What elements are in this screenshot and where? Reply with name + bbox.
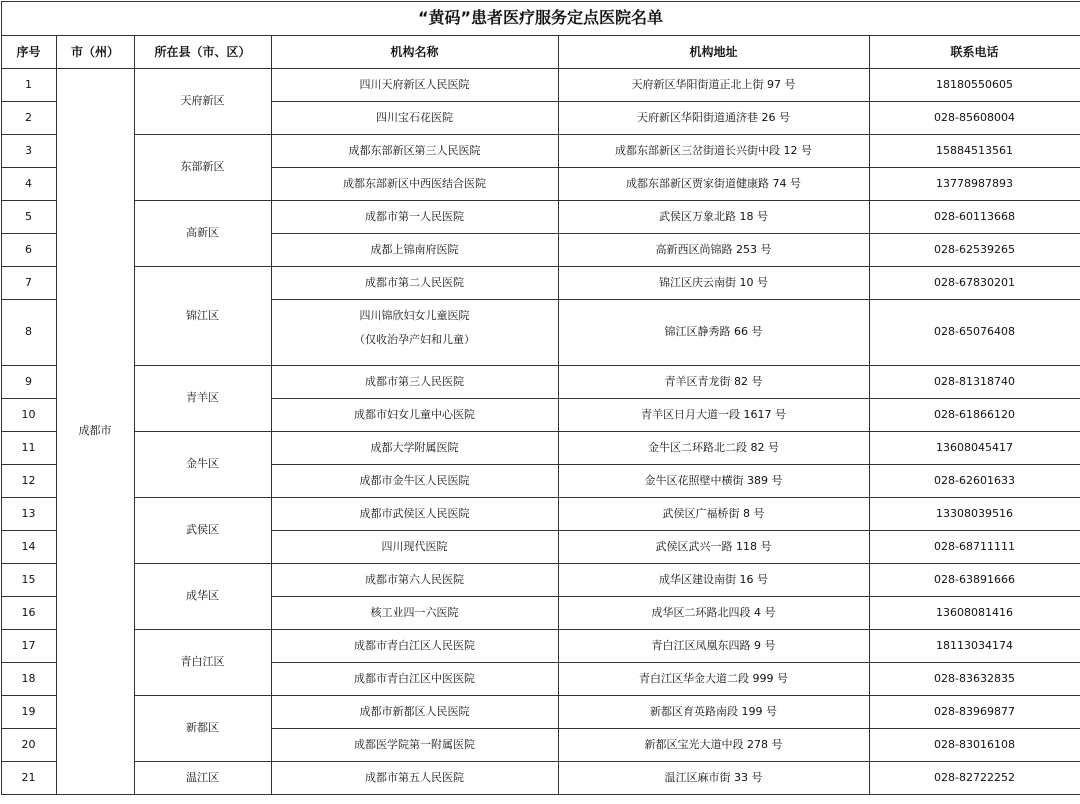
- phone-number: 028-63891666: [869, 563, 1080, 596]
- row-number: 14: [1, 530, 56, 563]
- institution-name: 成都上锦南府医院: [271, 233, 558, 266]
- phone-number: 13308039516: [869, 497, 1080, 530]
- table-row: [1, 629, 1080, 662]
- row-number: 7: [1, 266, 56, 299]
- institution-name: 成都东部新区中西医结合医院: [271, 167, 558, 200]
- institution-name: 成都市第二人民医院: [271, 266, 558, 299]
- table-row: [1, 365, 1080, 398]
- phone-number: 028-83016108: [869, 728, 1080, 761]
- institution-name: 成都市第五人民医院: [271, 761, 558, 794]
- district-cell: 青白江区: [134, 629, 271, 695]
- institution-name: 成都市妇女儿童中心医院: [271, 398, 558, 431]
- institution-address: 青白江区华金大道二段 999 号: [558, 662, 869, 695]
- row-number: 8: [1, 299, 56, 365]
- row-number: 16: [1, 596, 56, 629]
- institution-address: 青白江区凤凰东四路 9 号: [558, 629, 869, 662]
- row-number: 18: [1, 662, 56, 695]
- district-cell: 金牛区: [134, 431, 271, 497]
- table-row: [1, 431, 1080, 464]
- institution-name: 四川现代医院: [271, 530, 558, 563]
- phone-number: 028-61866120: [869, 398, 1080, 431]
- table-row: [1, 134, 1080, 167]
- row-number: 12: [1, 464, 56, 497]
- table-row: [1, 497, 1080, 530]
- header-row: [1, 35, 1080, 68]
- institution-address: 温江区麻市街 33 号: [558, 761, 869, 794]
- institution-name: 成都市青白江区中医医院: [271, 662, 558, 695]
- institution-name: 成都市第六人民医院: [271, 563, 558, 596]
- col-header-address: 机构地址: [558, 35, 869, 68]
- institution-name: 四川天府新区人民医院: [271, 68, 558, 101]
- row-number: 1: [1, 68, 56, 101]
- institution-address: 天府新区华阳街道正北上街 97 号: [558, 68, 869, 101]
- row-number: 13: [1, 497, 56, 530]
- phone-number: 18180550605: [869, 68, 1080, 101]
- district-cell: 锦江区: [134, 266, 271, 365]
- institution-address: 青羊区青龙街 82 号: [558, 365, 869, 398]
- institution-name: 成都市第三人民医院: [271, 365, 558, 398]
- institution-name: 成都东部新区第三人民医院: [271, 134, 558, 167]
- institution-address: 武侯区武兴一路 118 号: [558, 530, 869, 563]
- row-number: 21: [1, 761, 56, 794]
- row-number: 5: [1, 200, 56, 233]
- hospital-table: [1, 1, 1080, 795]
- institution-name: 成都大学附属医院: [271, 431, 558, 464]
- table-row: [1, 68, 1080, 101]
- district-cell: 天府新区: [134, 68, 271, 134]
- col-header-name: 机构名称: [271, 35, 558, 68]
- phone-number: 15884513561: [869, 134, 1080, 167]
- district-cell: 新都区: [134, 695, 271, 761]
- phone-number: 028-82722252: [869, 761, 1080, 794]
- row-number: 6: [1, 233, 56, 266]
- institution-name: 成都市第一人民医院: [271, 200, 558, 233]
- institution-address: 武侯区万象北路 18 号: [558, 200, 869, 233]
- phone-number: 028-67830201: [869, 266, 1080, 299]
- row-number: 10: [1, 398, 56, 431]
- institution-name-line1: 四川锦欣妇女儿童医院: [272, 309, 558, 323]
- institution-name: 核工业四一六医院: [271, 596, 558, 629]
- phone-number: 13608045417: [869, 431, 1080, 464]
- phone-number: 13778987893: [869, 167, 1080, 200]
- row-number: 3: [1, 134, 56, 167]
- row-number: 4: [1, 167, 56, 200]
- institution-address: 成都东部新区贾家街道健康路 74 号: [558, 167, 869, 200]
- table-row: [1, 266, 1080, 299]
- page-title: “黄码”患者医疗服务定点医院名单: [1, 1, 1080, 35]
- institution-address: 武侯区广福桥街 8 号: [558, 497, 869, 530]
- institution-address: 金牛区二环路北二段 82 号: [558, 431, 869, 464]
- institution-address: 新都区宝光大道中段 278 号: [558, 728, 869, 761]
- institution-address: 新都区育英路南段 199 号: [558, 695, 869, 728]
- district-cell: 东部新区: [134, 134, 271, 200]
- district-cell: 青羊区: [134, 365, 271, 431]
- institution-address: 高新西区尚锦路 253 号: [558, 233, 869, 266]
- institution-address: 金牛区花照壁中横街 389 号: [558, 464, 869, 497]
- row-number: 2: [1, 101, 56, 134]
- phone-number: 13608081416: [869, 596, 1080, 629]
- institution-address: 天府新区华阳街道通济巷 26 号: [558, 101, 869, 134]
- row-number: 17: [1, 629, 56, 662]
- phone-number: 028-81318740: [869, 365, 1080, 398]
- table-row: [1, 761, 1080, 794]
- col-header-phone: 联系电话: [869, 35, 1080, 68]
- institution-address: 成华区二环路北四段 4 号: [558, 596, 869, 629]
- institution-name: 成都医学院第一附属医院: [271, 728, 558, 761]
- col-header-district: 所在县（市、区）: [134, 35, 271, 68]
- phone-number: 028-62539265: [869, 233, 1080, 266]
- phone-number: 028-60113668: [869, 200, 1080, 233]
- phone-number: 028-65076408: [869, 299, 1080, 365]
- district-cell: 温江区: [134, 761, 271, 794]
- district-cell: 成华区: [134, 563, 271, 629]
- institution-name: 四川宝石花医院: [271, 101, 558, 134]
- row-number: 9: [1, 365, 56, 398]
- district-cell: 高新区: [134, 200, 271, 266]
- row-number: 11: [1, 431, 56, 464]
- institution-name-note: （仅收治孕产妇和儿童）: [272, 323, 558, 356]
- row-number: 19: [1, 695, 56, 728]
- institution-name: 成都市新都区人民医院: [271, 695, 558, 728]
- phone-number: 028-68711111: [869, 530, 1080, 563]
- row-number: 20: [1, 728, 56, 761]
- phone-number: 028-62601633: [869, 464, 1080, 497]
- institution-name: [271, 299, 558, 365]
- phone-number: 028-85608004: [869, 101, 1080, 134]
- city-cell: 成都市: [56, 68, 134, 794]
- phone-number: 028-83969877: [869, 695, 1080, 728]
- table-row: [1, 695, 1080, 728]
- institution-address: 青羊区日月大道一段 1617 号: [558, 398, 869, 431]
- row-number: 15: [1, 563, 56, 596]
- table-row: [1, 563, 1080, 596]
- institution-name: 成都市金牛区人民医院: [271, 464, 558, 497]
- institution-address: 成华区建设南街 16 号: [558, 563, 869, 596]
- title-row: [1, 1, 1080, 35]
- col-header-city: 市（州）: [56, 35, 134, 68]
- institution-name: 成都市青白江区人民医院: [271, 629, 558, 662]
- institution-address: 成都东部新区三岔街道长兴街中段 12 号: [558, 134, 869, 167]
- col-header-no: 序号: [1, 35, 56, 68]
- institution-address: 锦江区庆云南街 10 号: [558, 266, 869, 299]
- district-cell: 武侯区: [134, 497, 271, 563]
- phone-number: 18113034174: [869, 629, 1080, 662]
- phone-number: 028-83632835: [869, 662, 1080, 695]
- table-row: [1, 200, 1080, 233]
- institution-address: 锦江区静秀路 66 号: [558, 299, 869, 365]
- institution-name: 成都市武侯区人民医院: [271, 497, 558, 530]
